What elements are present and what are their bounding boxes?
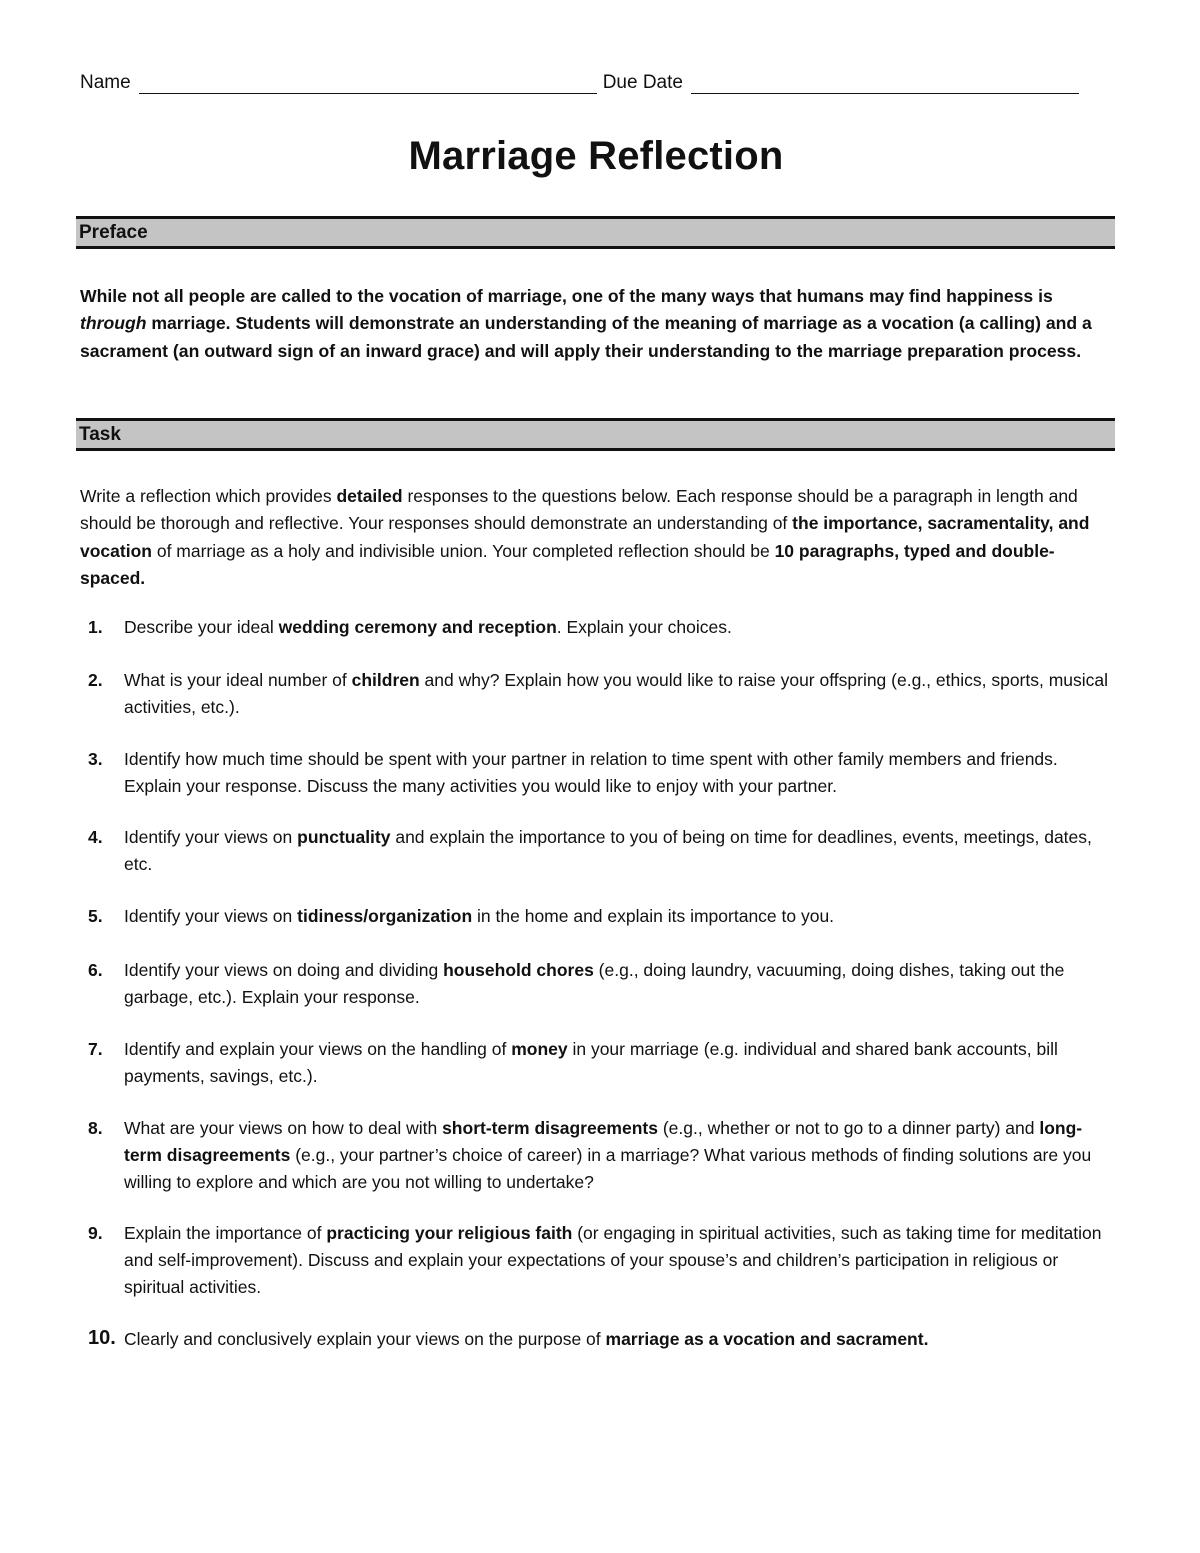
emphasis-through: through [80,313,147,334]
question-item: 8. What are your views on how to deal with short-term disagreements (e.g., whether or not to go to a dinner party) and long-term disagreements (e.g., your partner’s choice of career) in a marriage? What various methods of finding solutions are you willing to explore and which are you not willing to undertake? [88,1118,1092,1192]
question-item: 1. Describe your ideal wedding ceremony and reception. Explain your choices. [88,617,732,637]
preface-paragraph: While not all people are called to the vocation of marriage, one of the many ways that humans may find happiness is through marriage. Students will demonstrate an understanding of the meaning of marriage as a vocation (a calling) and a sacrament (an outward sign of an inward grace) and will apply their understanding to the marriage preparation process. [80,286,1092,361]
question-item: 3. Identify how much time should be spent with your partner in relation to time spent with other family members and friends. Explain your response. Discuss the many activities you would like to enjoy with your partner. [88,749,1058,796]
task-paragraph: Write a reflection which provides detailed responses to the questions below. Each response should be a paragraph in length and should be thorough and reflective. Your responses should demonstrate an understanding of the importance, sacramentality, and vocation of marriage as a holy and indivisible union. Your completed reflection should be 10 paragraphs, typed and double-spaced. [80,486,1090,588]
question-item: 6. Identify your views on doing and dividing household chores (e.g., doing laundry, vacuuming, doing dishes, taking out the garbage, etc.). Explain your response. [88,960,1065,1007]
name-due-row [80,72,1090,94]
preface-heading: Preface [76,216,1115,249]
task-heading: Task [76,418,1115,451]
question-item: 4. Identify your views on punctuality and explain the importance to you of being on time for deadlines, events, meetings, dates, etc. [88,827,1092,874]
page-title: Marriage Reflection [408,134,784,178]
question-item: 2. What is your ideal number of children and why? Explain how you would like to raise your offspring (e.g., ethics, sports, musical activities, etc.). [88,670,1109,717]
question-item: 10. Clearly and conclusively explain your views on the purpose of marriage as a vocation and sacrament. [88,1327,929,1349]
name-label: Name [80,72,131,93]
due-date-blank-line [691,73,1079,94]
due-date-label: Due Date [602,72,683,93]
question-item: 5. Identify your views on tidiness/organization in the home and explain its importance to you. [88,906,835,926]
question-item: 7. Identify and explain your views on the handling of money in your marriage (e.g. individual and shared bank accounts, bill payments, savings, etc.). [88,1039,1058,1086]
name-blank-line [139,73,597,94]
question-item: 9. Explain the importance of practicing your religious faith (or engaging in spiritual activities, such as taking time for meditation and self-improvement). Discuss and explain your expectations of your spouse’s and children’s participation in religious or spiritual activities. [88,1223,1102,1297]
